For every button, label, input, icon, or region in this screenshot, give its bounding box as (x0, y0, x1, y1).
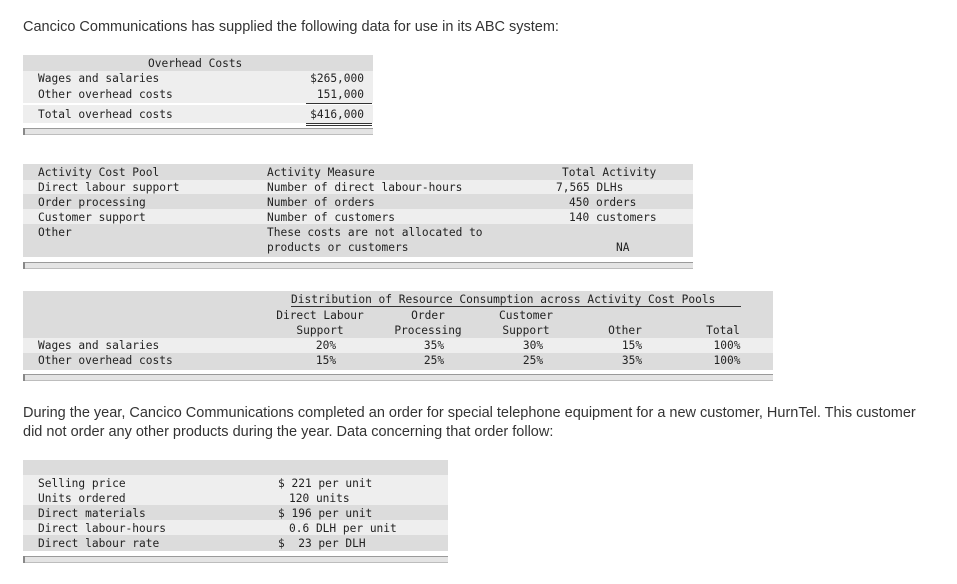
table-bottom-bar (23, 374, 773, 381)
subtotal-rule (306, 103, 372, 104)
other-overhead-value: 151,000 (316, 88, 364, 101)
col-direct-labour-line1: Direct Labour (276, 309, 364, 322)
total-rule-2 (306, 125, 372, 126)
measure-orders: Number of orders (267, 196, 375, 209)
pool-customer-support: Customer support (38, 211, 146, 224)
measure-dlh: Number of direct labour-hours (267, 181, 463, 194)
pool-direct-labour: Direct labour support (38, 181, 180, 194)
table-bottom-bar (23, 128, 373, 135)
units-ordered-label: Units ordered (38, 492, 126, 505)
col-order-line2: Processing (394, 324, 462, 337)
dist-wages-other: 15% (621, 339, 643, 352)
direct-labour-rate-value: $ 23 per DLH (278, 537, 366, 550)
distribution-title: Distribution of Resource Consumption across Activity Cost Pools (291, 293, 716, 306)
overhead-costs-header: Overhead Costs (148, 57, 243, 70)
intro-text: Cancico Communications has supplied the following data for use in its ABC system: (23, 19, 559, 35)
measure-header: Activity Measure (267, 166, 375, 179)
units-ordered-value: 120 units (289, 492, 350, 505)
wages-value: $265,000 (310, 72, 364, 85)
col-total-header: Total (706, 324, 740, 337)
total-rule-1 (306, 123, 372, 124)
table-bottom-bar (23, 262, 693, 269)
total-dlh: 7,565 DLHs (556, 181, 624, 194)
measure-customers: Number of customers (267, 211, 395, 224)
dist-other-customer: 25% (522, 354, 544, 367)
measure-other-line2: products or customers (267, 241, 409, 254)
wages-label: Wages and salaries (38, 72, 160, 85)
bar-edge (23, 556, 25, 563)
direct-materials-label: Direct materials (38, 507, 146, 520)
bar-edge (23, 128, 25, 135)
table-bottom-bar (23, 556, 448, 563)
col-customer-line2: Support (502, 324, 550, 337)
pool-other: Other (38, 226, 72, 239)
dist-other-other: 35% (621, 354, 643, 367)
dist-other-order: 25% (423, 354, 445, 367)
col-order-line1: Order (411, 309, 445, 322)
pool-order-processing: Order processing (38, 196, 146, 209)
col-customer-line1: Customer (499, 309, 553, 322)
dist-wages-label: Wages and salaries (38, 339, 160, 352)
order-paragraph: During the year, Cancico Communications completed an order for special telephone equipment for a new customer, HurnTel. This customer did not order any other products during the year. Data concerning that order follow: (23, 405, 916, 440)
total-activity-header: Total Activity (562, 166, 657, 179)
dist-other-label: Other overhead costs (38, 354, 173, 367)
other-overhead-label: Other overhead costs (38, 88, 173, 101)
total-orders: 450 orders (569, 196, 637, 209)
direct-materials-value: $ 196 per unit (278, 507, 373, 520)
selling-price-label: Selling price (38, 477, 126, 490)
total-overhead-value: $416,000 (310, 108, 364, 121)
direct-labour-rate-label: Direct labour rate (38, 537, 160, 550)
total-other-na: NA (616, 241, 630, 254)
dist-other-dls: 15% (315, 354, 337, 367)
dist-wages-customer: 30% (522, 339, 544, 352)
total-overhead-label: Total overhead costs (38, 108, 173, 121)
dist-other-total: 100% (713, 354, 741, 367)
selling-price-value: $ 221 per unit (278, 477, 373, 490)
direct-labour-hours-label: Direct labour-hours (38, 522, 166, 535)
bar-edge (23, 262, 25, 269)
pool-header: Activity Cost Pool (38, 166, 160, 179)
dist-wages-total: 100% (713, 339, 741, 352)
col-other-header: Other (608, 324, 642, 337)
order-header-band (23, 460, 448, 475)
dist-wages-dls: 20% (315, 339, 337, 352)
distribution-title-rule (291, 306, 741, 307)
direct-labour-hours-value: 0.6 DLH per unit (289, 522, 397, 535)
dist-wages-order: 35% (423, 339, 445, 352)
bar-edge (23, 374, 25, 381)
measure-other-line1: These costs are not allocated to (267, 226, 483, 239)
col-direct-labour-line2: Support (296, 324, 344, 337)
total-customers: 140 customers (569, 211, 657, 224)
